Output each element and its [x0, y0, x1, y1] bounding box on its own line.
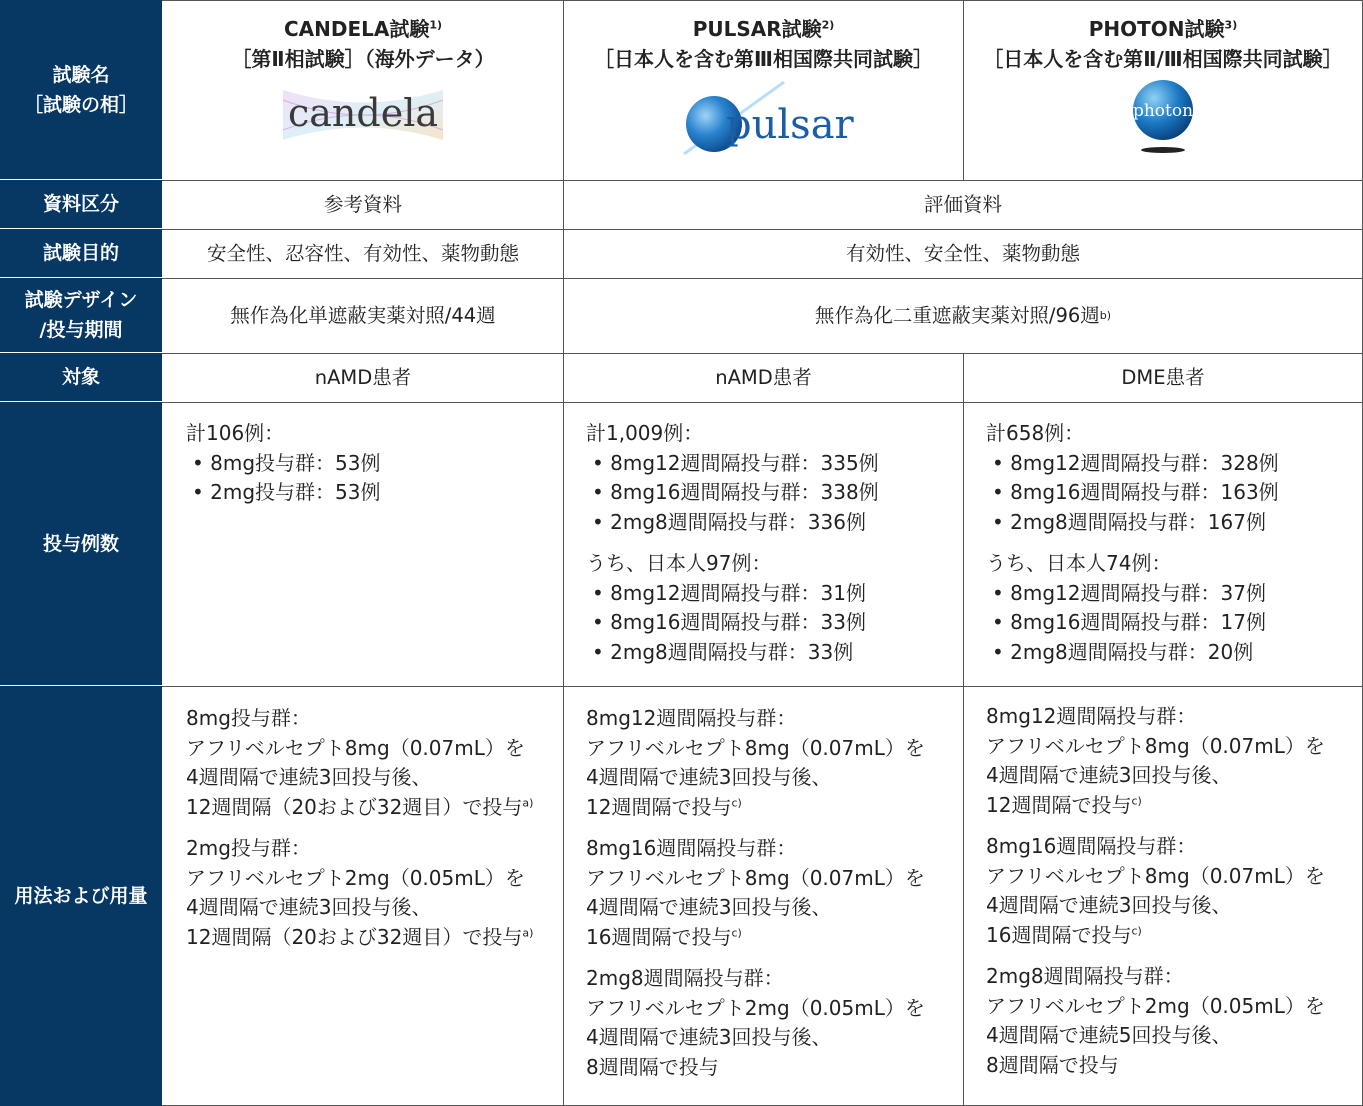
design-others-text: 無作為化二重遮蔽実薬対照/96週: [814, 304, 1100, 327]
row-header-objective: [0, 229, 162, 278]
dosage-note: a): [522, 925, 534, 939]
list-item: • 2mg8週間隔投与群：33例: [592, 639, 854, 664]
dosage-line: [986, 791, 1325, 821]
list-item: • 2mg8週間隔投与群：167例: [992, 509, 1266, 534]
dosage-line: 8週間隔で投与: [986, 1052, 1119, 1077]
row-header-material-label: 資料区分: [42, 193, 119, 215]
row-header-design-line1: 試験デザイン: [24, 289, 138, 311]
spacer: [586, 537, 879, 549]
dosage-group-label: 8mg12週間隔投与群：: [986, 704, 1197, 728]
material-candela: [163, 181, 563, 229]
row-header-design: [0, 278, 162, 353]
dosage-line: アフリベルセプト8mg（0.07mL）を: [986, 863, 1325, 888]
dosage-line: 4週間隔で連続3回投与後、: [586, 765, 832, 789]
trial-ref-photon: 3): [1224, 18, 1238, 32]
dosage-note: a): [522, 795, 534, 809]
list-item: • 8mg12週間隔投与群：31例: [592, 580, 866, 605]
candela-logo-icon: [273, 80, 453, 150]
trial-cell-photon: [964, 0, 1362, 180]
dosage-line-text: 12週間隔（20および32週目）で投与: [186, 924, 523, 949]
dosage-line: 4週間隔で連続3回投与後、: [586, 1025, 832, 1049]
trial-title-pulsar-text: PULSAR試験: [692, 17, 822, 41]
list-item: • 2mg投与群：53例: [192, 480, 381, 504]
dosage-line: アフリベルセプト2mg（0.05mL）を: [186, 865, 525, 890]
row-header-count-label: 投与例数: [42, 532, 119, 555]
trial-title-candela: [284, 14, 442, 44]
dosage-group-label: 2mg8週間隔投与群：: [586, 966, 784, 990]
row-header-dosage-label: 用法および用量: [14, 885, 148, 907]
dosage-line: 4週間隔で連続3回投与後、: [586, 895, 832, 919]
trial-cell-candela: [163, 0, 563, 180]
count-photon-total: 計658例：: [986, 421, 1085, 445]
dosage-group-label: 8mg16週間隔投与群：: [586, 836, 797, 860]
spacer: [586, 822, 925, 834]
dosage-line: [986, 921, 1325, 951]
design-candela: [163, 279, 563, 353]
row-header-design-line2: /投与期間: [39, 319, 123, 341]
target-pulsar-text: nAMD患者: [715, 366, 812, 389]
dosage-line: 8週間隔で投与: [586, 1054, 719, 1079]
dosage-line-text: 12週間隔で投与: [586, 794, 732, 819]
list-item: • 8mg16週間隔投与群：338例: [592, 480, 879, 504]
dosage-note: c): [731, 795, 742, 809]
photon-logo-icon: [1118, 76, 1208, 156]
row-header-dosage: [0, 686, 162, 1106]
row-header-trial-name: [0, 0, 162, 180]
dosage-group-label: 8mg投与群：: [186, 706, 311, 730]
dosage-group-label: 8mg12週間隔投与群：: [586, 706, 797, 730]
dosage-line: 4週間隔で連続5回投与後、: [986, 1023, 1232, 1047]
spacer: [986, 820, 1325, 832]
dosage-line-text: 16週間隔で投与: [986, 922, 1132, 947]
list-item: • 8mg12週間隔投与群：335例: [592, 450, 879, 475]
trial-phase-photon: ［日本人を含む第Ⅱ/Ⅲ相国際共同試験］: [983, 47, 1343, 71]
row-header-trial-name-line2: ［試験の相］: [23, 93, 138, 116]
objective-others: [564, 230, 1362, 278]
dosage-line: アフリベルセプト2mg（0.05mL）を: [986, 993, 1325, 1018]
list-item: • 8mg12週間隔投与群：328例: [992, 450, 1279, 475]
trial-phase-candela: ［第Ⅱ相試験］（海外データ）: [231, 47, 495, 71]
dosage-pulsar: [586, 704, 925, 1082]
dosage-line: 4週間隔で連続3回投与後、: [186, 895, 432, 919]
target-candela-text: nAMD患者: [314, 366, 412, 389]
design-others: 無作為化二重遮蔽実薬対照/96週 b): [564, 279, 1362, 353]
dosage-line: [586, 793, 925, 823]
material-candela-text: 参考資料: [323, 193, 402, 216]
count-pulsar: [586, 419, 879, 667]
dosage-group-label: 2mg投与群：: [186, 836, 311, 860]
row-header-material: [0, 180, 162, 229]
list-item: • 8mg16週間隔投与群：33例: [592, 610, 866, 634]
dosage-line-text: 16週間隔で投与: [586, 924, 732, 949]
material-others-text: 評価資料: [923, 193, 1002, 216]
rule-5: [162, 402, 1363, 403]
trial-cell-pulsar: [564, 0, 963, 180]
list-item: • 2mg8週間隔投与群：336例: [592, 509, 866, 534]
objective-candela: [163, 230, 563, 278]
target-candela: [163, 354, 563, 402]
trial-phase-pulsar: ［日本人を含む第Ⅲ相国際共同試験］: [594, 47, 933, 71]
dosage-candela: [186, 704, 533, 952]
target-photon: [964, 354, 1362, 402]
target-photon-text: DME患者: [1121, 366, 1205, 389]
objective-candela-text: 安全性、忍容性、有効性、薬物動態: [206, 242, 519, 265]
trial-title-candela-text: CANDELA試験: [283, 17, 430, 41]
pulsar-logo-icon: [674, 76, 854, 158]
dosage-line-text: 12週間隔（20および32週目）で投与: [186, 794, 523, 819]
dosage-line: [186, 793, 533, 823]
dosage-line: アフリベルセプト8mg（0.07mL）を: [186, 735, 525, 760]
trial-title-photon-text: PHOTON試験: [1088, 17, 1225, 41]
spacer: [986, 950, 1325, 962]
dosage-photon: [986, 702, 1325, 1080]
count-candela-total: 計106例：: [186, 421, 285, 445]
dosage-line: アフリベルセプト8mg（0.07mL）を: [586, 735, 925, 760]
dosage-line-text: 12週間隔で投与: [986, 792, 1132, 817]
dosage-note: c): [1131, 923, 1142, 937]
photon-logo-text: photon: [1132, 101, 1194, 121]
list-item: • 8mg12週間隔投与群：37例: [992, 580, 1266, 605]
spacer: [186, 822, 533, 834]
trial-ref-pulsar: 2): [821, 18, 835, 32]
trial-title-photon: [1089, 14, 1237, 44]
list-item: • 8mg16週間隔投与群：17例: [992, 610, 1266, 634]
material-others: [564, 181, 1362, 229]
candela-logo-text: candela: [287, 91, 439, 135]
rule-col-2b: [963, 353, 964, 1106]
dosage-line: [186, 923, 533, 953]
dosage-line: アフリベルセプト2mg（0.05mL）を: [586, 995, 925, 1020]
objective-others-text: 有効性、安全性、薬物動態: [845, 242, 1080, 265]
dosage-line: 4週間隔で連続3回投与後、: [986, 893, 1232, 917]
spacer: [586, 952, 925, 964]
trial-ref-candela: 1): [429, 18, 443, 32]
dosage-group-label: 8mg16週間隔投与群：: [986, 834, 1197, 858]
row-header-objective-label: 試験目的: [42, 242, 119, 264]
count-pulsar-jp-total: うち、日本人97例：: [586, 551, 772, 575]
count-photon: [986, 419, 1279, 667]
dosage-note: c): [1131, 793, 1142, 807]
dosage-line: アフリベルセプト8mg（0.07mL）を: [586, 865, 925, 890]
dosage-line: [586, 923, 925, 953]
dosage-line: アフリベルセプト8mg（0.07mL）を: [986, 733, 1325, 758]
count-pulsar-total: 計1,009例：: [586, 421, 704, 445]
list-item: • 8mg投与群：53例: [192, 450, 381, 475]
dosage-group-label: 2mg8週間隔投与群：: [986, 964, 1184, 988]
pulsar-logo-text: pulsar: [725, 102, 854, 148]
count-candela: [186, 419, 381, 508]
trial-title-pulsar: [693, 14, 835, 44]
row-header-count: [0, 402, 162, 686]
dosage-line: 4週間隔で連続3回投与後、: [986, 763, 1232, 787]
target-pulsar: [564, 354, 963, 402]
row-header-trial-name-line1: 試験名: [52, 63, 110, 86]
list-item: • 8mg16週間隔投与群：163例: [992, 480, 1279, 504]
dosage-note: c): [731, 925, 742, 939]
row-header-target-label: 対象: [61, 366, 100, 388]
row-header-target: [0, 353, 162, 402]
count-photon-jp-total: うち、日本人74例：: [986, 551, 1172, 575]
list-item: • 2mg8週間隔投与群：20例: [992, 639, 1254, 664]
rule-6: [162, 686, 1363, 687]
design-candela-text: 無作為化単遮蔽実薬対照/44週: [230, 304, 496, 327]
dosage-line: 4週間隔で連続3回投与後、: [186, 765, 432, 789]
spacer: [986, 537, 1279, 549]
